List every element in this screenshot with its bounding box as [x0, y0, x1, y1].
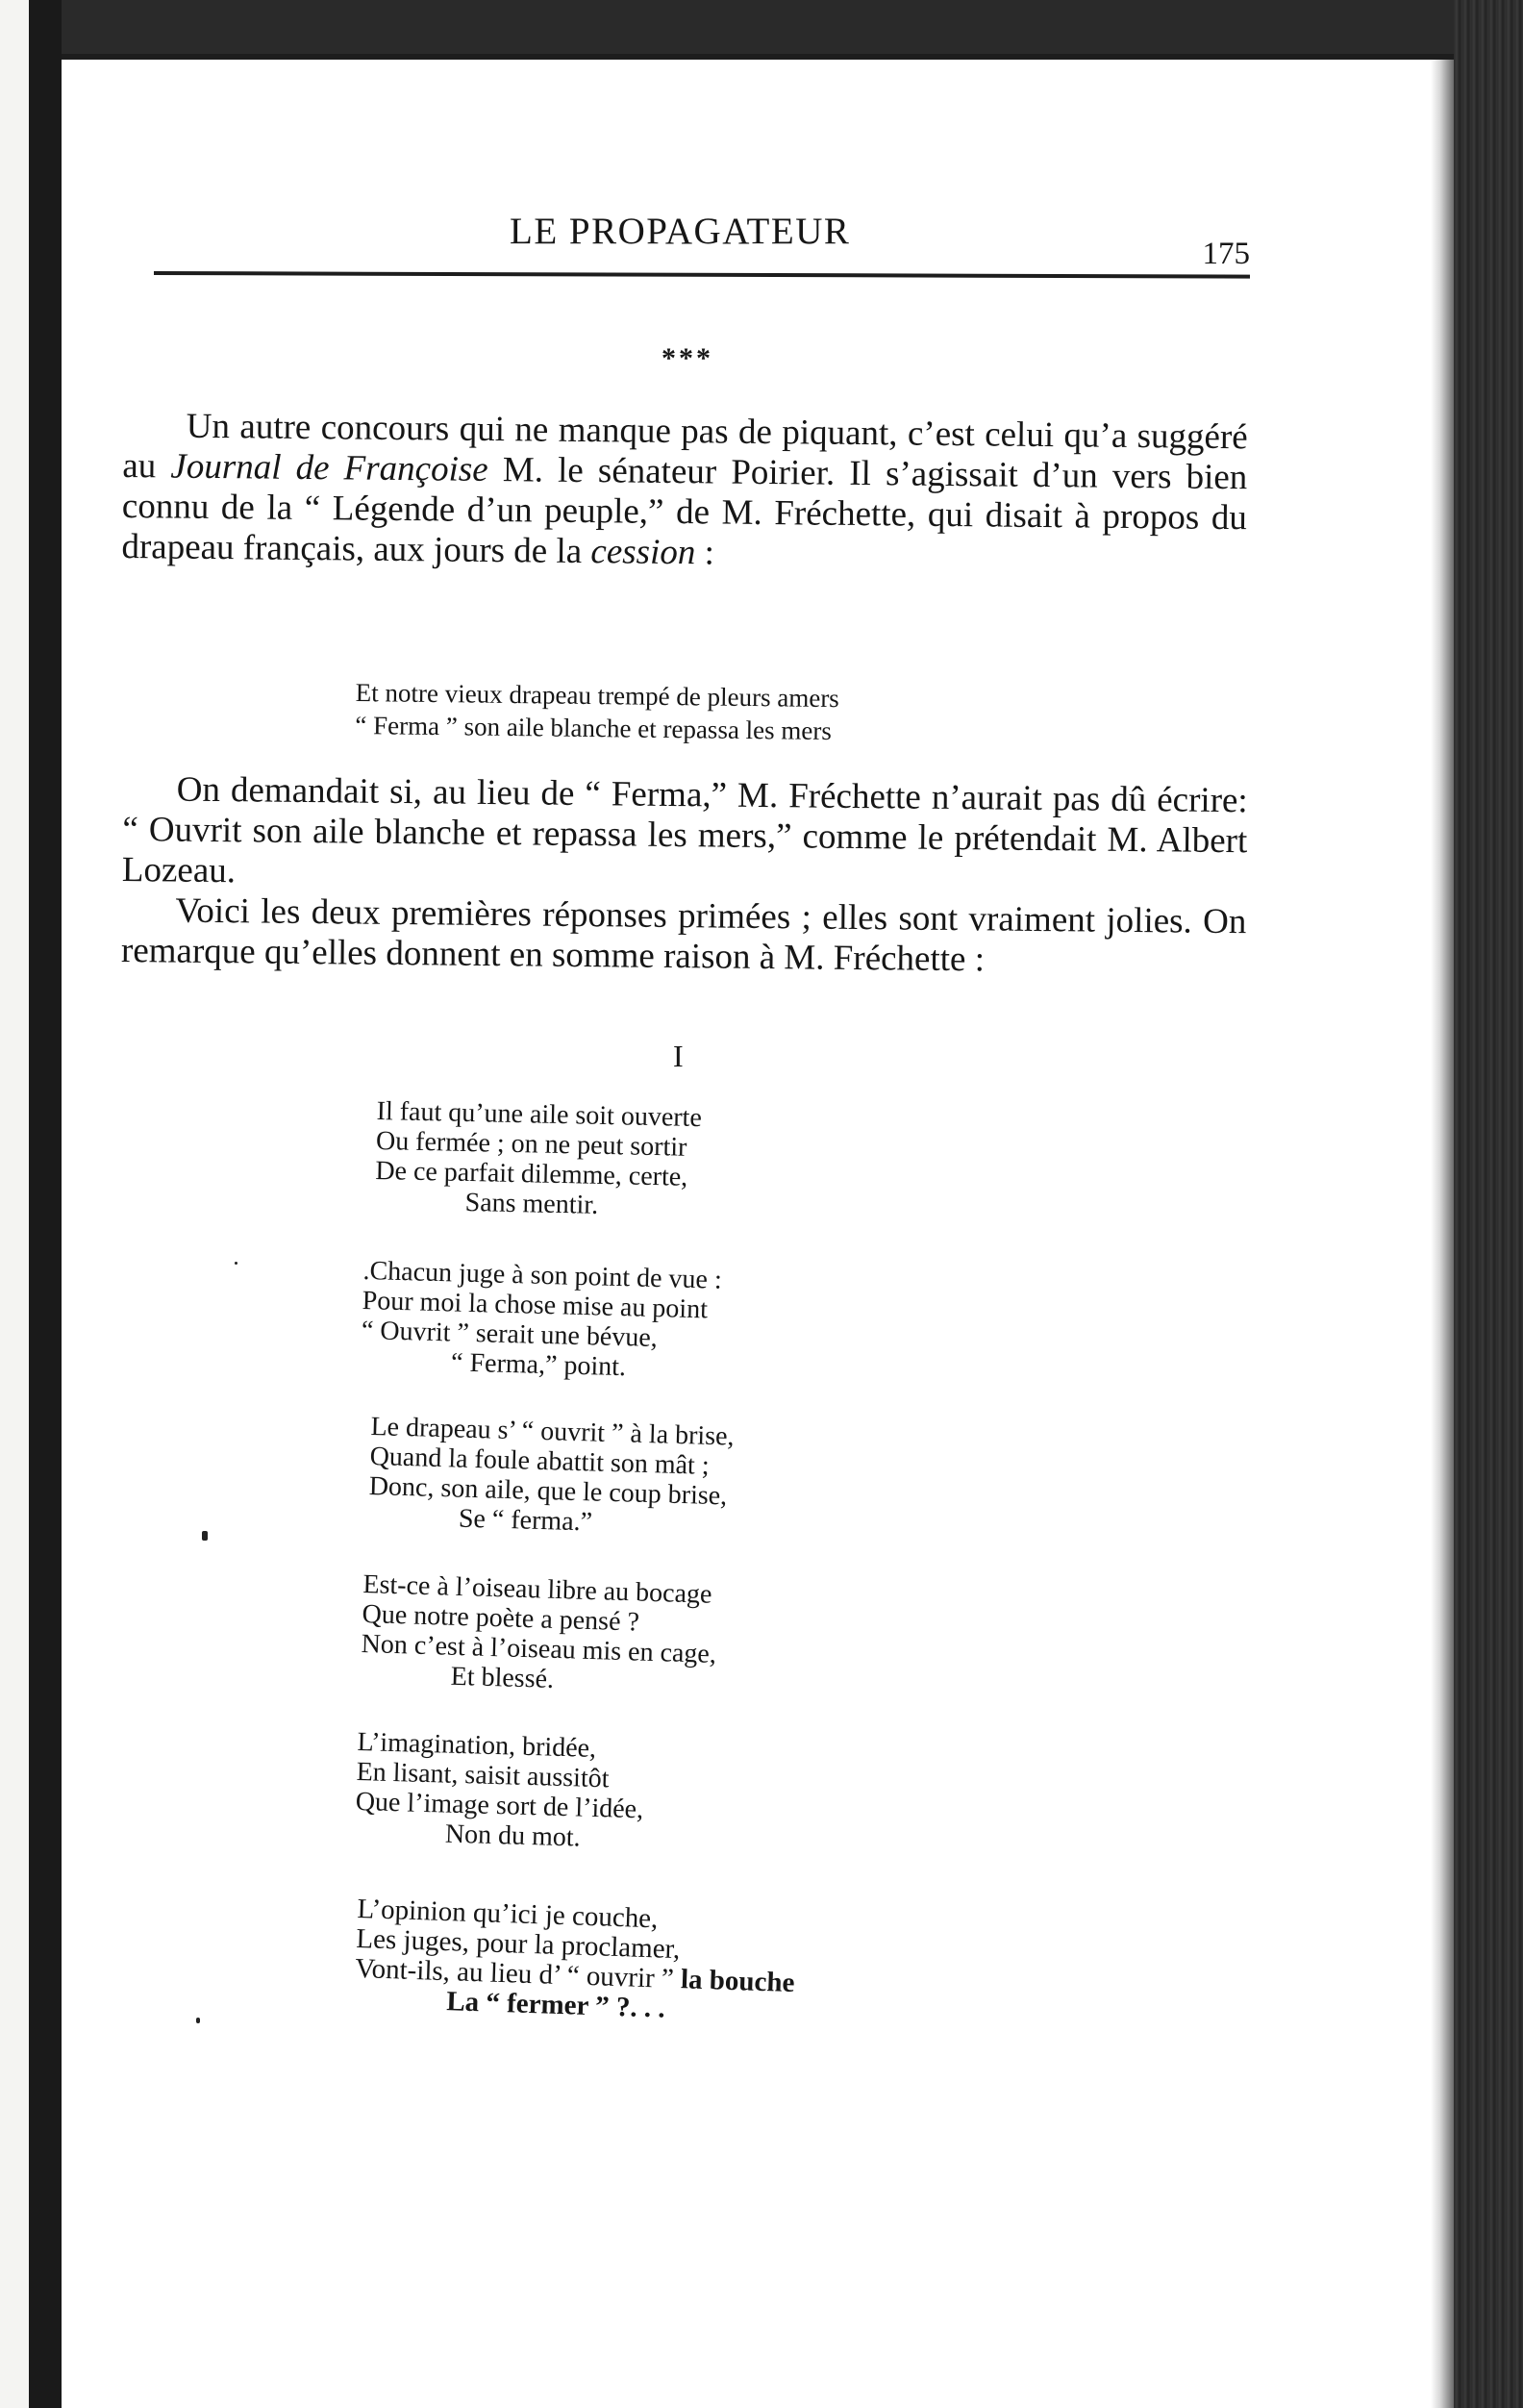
poem-line: L’opinion qu’ici je couche, — [356, 1894, 659, 1935]
running-head — [154, 210, 1250, 277]
poem-line: “ Ouvrit ” serait une bévue, — [361, 1315, 659, 1354]
facing-page-edge — [0, 0, 29, 2408]
poem-line: Ou fermée ; on ne peut sortir — [375, 1125, 687, 1163]
poem-stanza-1 — [374, 1096, 702, 1222]
poem-line: Que notre poète a pensé ? — [362, 1598, 640, 1638]
running-title: LE PROPAGATEUR — [510, 211, 851, 252]
cession-word: cession — [590, 532, 696, 573]
poem-line: En lisant, saisit aussitôt — [356, 1756, 610, 1794]
poem-line: “ Ferma,” point. — [450, 1347, 627, 1383]
paragraph-3: Voici les deux premières réponses primées ; elles sont vraiment jolies. On remarque qu’elles donnent en somme raison à M. Fréchette : — [120, 890, 1247, 980]
poem-line: Sans mentir. — [464, 1187, 599, 1220]
page-number: 175 — [1202, 237, 1250, 271]
journal-title: Journal de Françoise — [170, 446, 488, 489]
poem-line: Non du mot. — [444, 1819, 582, 1853]
paragraph-1-text-c: : — [695, 533, 715, 573]
quote-line-2: “ Ferma ” son aile blanche et repassa les mers — [355, 710, 833, 746]
section-numeral: I — [673, 1039, 684, 1073]
poem-line: .Chacun juge à son point de vue : — [362, 1256, 723, 1295]
poem-line: De ce parfait dilemme, certe, — [375, 1155, 688, 1192]
poem-line: Il faut qu’une aile soit ouverte — [376, 1096, 703, 1134]
poem-line: Les juges, pour la proclamer, — [355, 1922, 681, 1966]
binding-shadow — [29, 0, 62, 2408]
page-frame-top — [62, 54, 1454, 60]
scan-speck — [202, 1531, 208, 1541]
poem-line: Pour moi la chose mise au point — [362, 1285, 709, 1325]
poem-line: La “ fermer ” ?. . . — [445, 1986, 666, 2024]
poem-line: Est-ce à l’oiseau libre au bocage — [362, 1569, 712, 1610]
poem-line-part: Vont-ils, au lieu d’ “ ouvrir ” — [354, 1952, 682, 1995]
verse-quote — [355, 676, 839, 747]
poem-line-part-bold: la bouche — [680, 1964, 795, 1999]
paragraph-1-text-b: M. le sénateur Poirier. Il s’agissait d’un vers bien connu de la “ Légende d’un peuple,” de M. Fréchette, qui disait à propos du drapeau français, aux jours de la — [121, 449, 1248, 572]
scan-speck — [196, 2018, 200, 2023]
quote-line-1: Et notre vieux drapeau trempé de pleurs amers — [355, 677, 839, 714]
scan-speck — [235, 1262, 237, 1265]
paragraph-contest — [121, 406, 1248, 579]
book-edge — [1454, 0, 1523, 2408]
poem-line: Non c’est à l’oiseau mis en cage, — [361, 1628, 717, 1669]
poem-stanza-2 — [361, 1256, 722, 1385]
poem-line: L’imagination, bridée, — [357, 1727, 597, 1764]
poem-stanza-6 — [354, 1894, 797, 2028]
poem-line: Que l’image sort de l’idée, — [355, 1786, 644, 1825]
poem-line: Le drapeau s’ “ ouvrit ” à la brise, — [370, 1412, 735, 1452]
poem-line: Quand la foule abattit son mât ; — [369, 1441, 711, 1481]
poem-stanza-4 — [360, 1569, 718, 1699]
paragraph-1-text-a: Un autre concours qui ne manque pas de piquant, c’est celui qu’a suggéré au — [122, 406, 1248, 487]
poem-line: Et blessé. — [450, 1661, 555, 1694]
paragraphs-question — [121, 769, 1248, 983]
section-separator: *** — [662, 342, 713, 374]
poem-stanza-3 — [368, 1412, 735, 1542]
page-gutter-shadow — [1431, 60, 1454, 2408]
poem-stanza-5 — [355, 1727, 646, 1854]
poem-line: Donc, son aile, que le coup brise, — [368, 1470, 728, 1512]
paragraph-2: On demandait si, au lieu de “ Ferma,” M. Fréchette n’aurait pas dû écrire: “ Ouvrit son aile blanche et repassa les mers,” comme le prétendait M. Albert Lozeau. — [121, 769, 1248, 891]
poem-line: Se “ ferma.” — [458, 1503, 593, 1538]
paragraph-1 — [121, 406, 1248, 579]
